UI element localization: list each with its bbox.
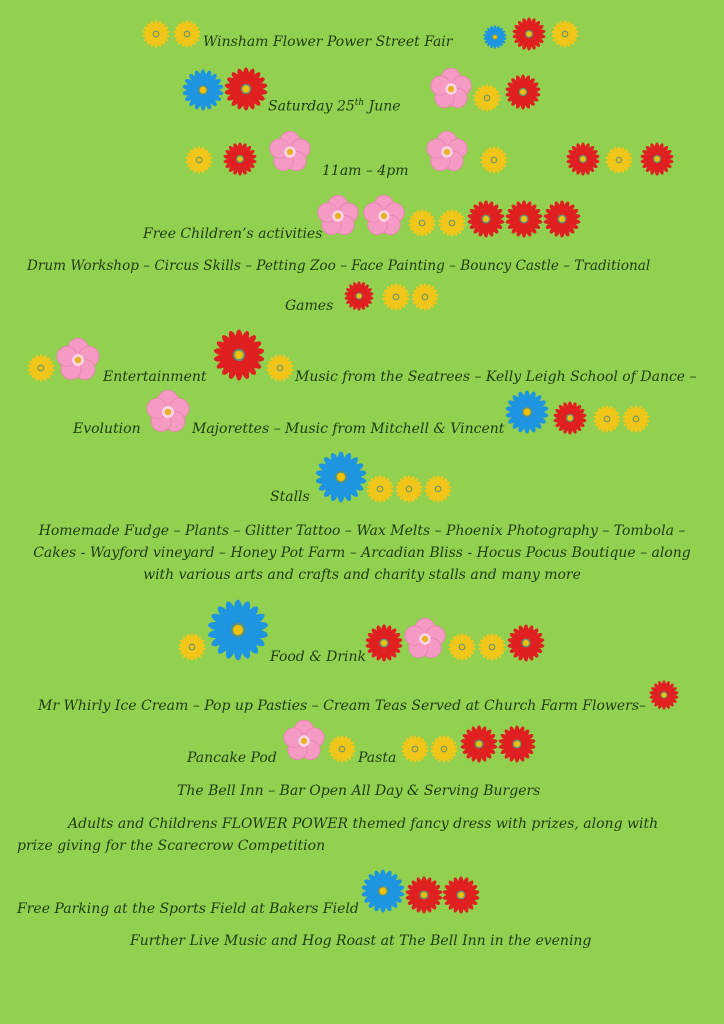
yellow-flower-icon	[551, 20, 579, 48]
yellow-flower-icon	[430, 735, 458, 763]
yellow-flower-icon	[480, 146, 508, 174]
food-heading: Food & Drink	[270, 649, 367, 665]
entertainment-line: Music from the Seatrees – Kelly Leigh School of Dance –	[295, 369, 697, 385]
yellow-flower-icon	[142, 20, 170, 48]
yellow-flower-icon	[382, 283, 410, 311]
red-flower-icon	[505, 200, 543, 238]
food-line: Pancake Pod	[187, 750, 277, 766]
yellow-flower-icon	[185, 146, 213, 174]
blue-flower-icon	[361, 869, 405, 913]
stalls-line: Cakes - Wayford vineyard – Honey Pot Farm – Arcadian Bliss - Hocus Pocus Boutique – along	[33, 545, 691, 561]
yellow-flower-icon	[473, 84, 501, 112]
red-flower-icon	[219, 142, 261, 176]
fancy-dress-line: Adults and Childrens FLOWER POWER themed fancy dress with prizes, along with	[68, 816, 659, 832]
red-flower-icon	[364, 624, 404, 662]
parking-line: Free Parking at the Sports Field at Bakers Field	[17, 901, 359, 917]
entertainment-heading: Entertainment	[103, 369, 207, 385]
red-flower-icon	[508, 17, 550, 51]
red-flower-icon	[562, 142, 604, 176]
red-flower-icon	[505, 74, 541, 110]
yellow-flower-icon	[173, 20, 201, 48]
yellow-flower-icon	[424, 475, 452, 503]
stalls-heading: Stalls	[270, 489, 310, 505]
pink-flower-icon	[362, 194, 406, 238]
red-flower-icon	[467, 200, 505, 238]
stalls-line: with various arts and crafts and charity stalls and many more	[143, 567, 581, 583]
yellow-flower-icon	[438, 209, 466, 237]
pink-flower-icon	[55, 337, 101, 383]
red-flower-icon	[460, 725, 498, 763]
red-flower-icon	[442, 876, 480, 914]
yellow-flower-icon	[366, 475, 394, 503]
fancy-dress-line: prize giving for the Scarecrow Competition	[17, 838, 326, 854]
evening-line: Further Live Music and Hog Roast at The Bell Inn in the evening	[130, 933, 592, 949]
yellow-flower-icon	[266, 354, 294, 382]
event-date: Saturday 25th June	[268, 98, 401, 115]
entertainment-line: Evolution	[73, 421, 141, 437]
red-flower-icon	[213, 329, 265, 381]
entertainment-line: Majorettes – Music from Mitchell & Vincent	[192, 421, 505, 437]
pink-flower-icon	[429, 67, 473, 111]
red-flower-icon	[405, 876, 443, 914]
yellow-flower-icon	[401, 735, 429, 763]
yellow-flower-icon	[478, 633, 506, 661]
blue-flower-icon	[505, 390, 549, 434]
pink-flower-icon	[403, 617, 447, 661]
yellow-flower-icon	[408, 209, 436, 237]
blue-flower-icon	[315, 451, 367, 503]
red-flower-icon	[506, 624, 546, 662]
red-flower-icon	[642, 680, 686, 710]
event-title: Winsham Flower Power Street Fair	[203, 34, 453, 50]
yellow-flower-icon	[27, 354, 55, 382]
red-flower-icon	[636, 142, 678, 176]
food-line: Pasta	[358, 750, 397, 766]
pink-flower-icon	[145, 389, 191, 435]
children-activities-line: Games	[285, 298, 334, 314]
yellow-flower-icon	[593, 405, 621, 433]
yellow-flower-icon	[622, 405, 650, 433]
yellow-flower-icon	[605, 146, 633, 174]
blue-flower-icon	[207, 599, 269, 661]
pink-flower-icon	[425, 130, 469, 174]
event-time: 11am – 4pm	[322, 163, 409, 179]
red-flower-icon	[543, 200, 581, 238]
blue-flower-icon	[182, 69, 224, 111]
yellow-flower-icon	[395, 475, 423, 503]
pink-flower-icon	[282, 719, 326, 763]
blue-flower-icon	[483, 25, 507, 49]
stalls-line: Homemade Fudge – Plants – Glitter Tattoo – Wax Melts – Phoenix Photography – Tombola –	[38, 523, 686, 539]
red-flower-icon	[498, 725, 536, 763]
red-flower-icon	[224, 67, 268, 111]
pink-flower-icon	[268, 130, 312, 174]
red-flower-icon	[338, 281, 380, 311]
food-line: The Bell Inn – Bar Open All Day & Serving Burgers	[177, 783, 541, 799]
yellow-flower-icon	[328, 735, 356, 763]
food-line: Mr Whirly Ice Cream – Pop up Pasties – Cream Teas Served at Church Farm Flowers–	[38, 698, 647, 714]
pink-flower-icon	[316, 194, 360, 238]
red-flower-icon	[548, 401, 592, 435]
yellow-flower-icon	[448, 633, 476, 661]
yellow-flower-icon	[411, 283, 439, 311]
children-heading: Free Children’s activities	[143, 226, 323, 242]
children-activities-line: Drum Workshop – Circus Skills – Petting Zoo – Face Painting – Bouncy Castle – Traditional	[27, 258, 651, 274]
yellow-flower-icon	[178, 633, 206, 661]
